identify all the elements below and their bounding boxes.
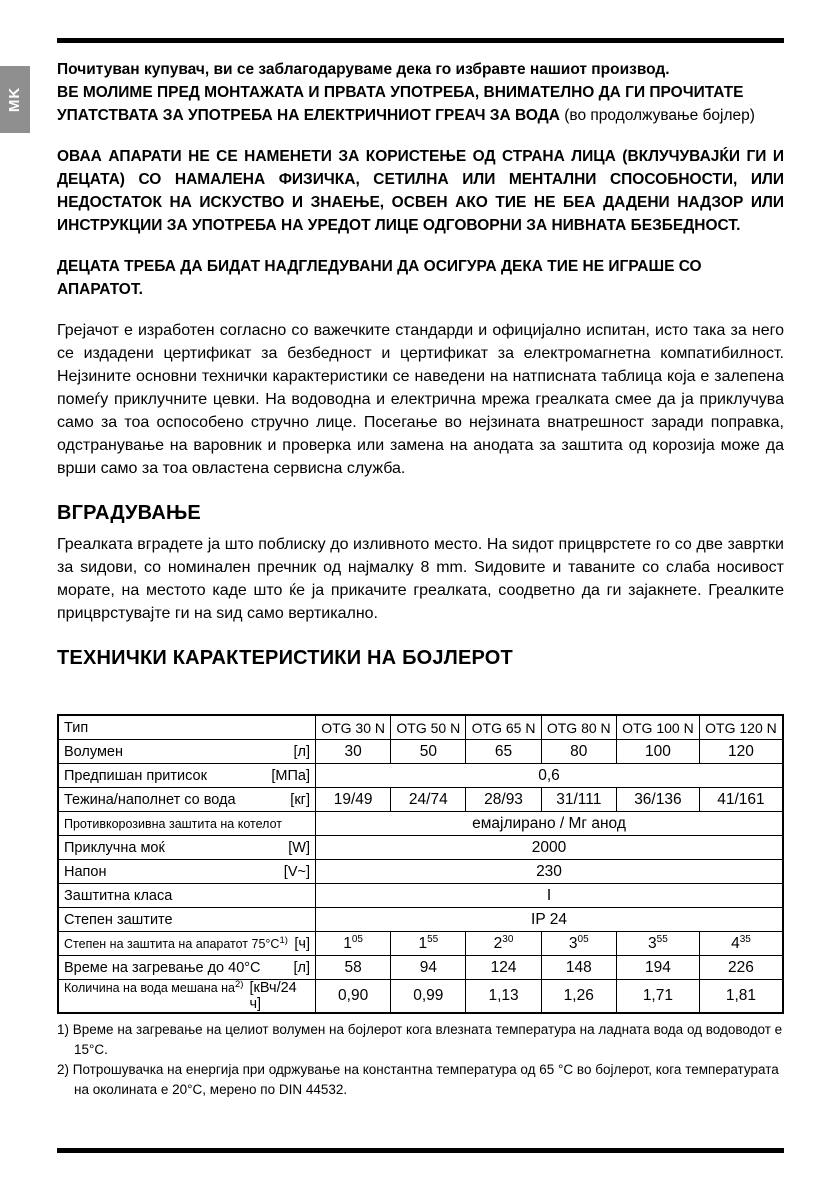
model-header-cell: OTG 120 N <box>699 715 783 740</box>
row-label: Тежина/наполнет со вода <box>64 791 236 808</box>
row-label: Волумен <box>64 743 124 760</box>
row-label: Степен на заштита на апаратот $75^\circ C^{1)}$ <box>64 934 288 951</box>
row-unit: [ч] <box>294 935 310 952</box>
row-label-cell <box>58 812 316 836</box>
row-value-cell: 19/49 <box>316 788 391 812</box>
language-tab-label: MK <box>6 86 24 113</box>
installation-paragraph: Греалката вградете ја што поблиску до изливното место. На ѕидот прицврстете го со две завртки за ѕидови, со номинален пречник од најмалку 8 mm. Ѕидовите и таваните со слаба носивост морате, на местото каде што ќе ја прикачите греалката, соодветно да ги зајакнете. Греалките прицврстувајте ги на ѕид само вертикално. <box>57 536 784 622</box>
table-row <box>58 980 783 1014</box>
row-label: Напон <box>64 863 107 880</box>
row-unit: [л] <box>293 743 310 760</box>
table-row <box>58 884 783 908</box>
intro-notice: ВЕ МОЛИМЕ ПРЕД МОНТАЖАТА И ПРВАТА УПОТРЕБА, ВНИМАТЕЛНО ДА ГИ ПРОЧИТАТЕ УПАТСТВАТА ЗА УПОТРЕБА НА ЕЛЕКТРИЧНИОТ ГРЕАЧ ЗА ВОДА <box>57 84 744 124</box>
row-label-cell <box>58 956 316 980</box>
table-row <box>58 812 783 836</box>
row-value-cell: $4^{35}$ <box>699 932 783 956</box>
row-label-cell <box>58 860 316 884</box>
warning-children: ДЕЦАТА ТРЕБА ДА БИДАТ НАДГЛЕДУВАНИ ДА ОСИГУРА ДЕКА ТИЕ НЕ ИГРАШЕ СО АПАРАТОТ. <box>57 258 702 298</box>
row-label-cell <box>58 788 316 812</box>
row-label: Време на загревање до 40°C <box>64 959 261 976</box>
footnote-2: 2) Потрошувачка на енергија при одржување на константна температура од 65 °C во бојлерот, кога температурата на околината е 20°C, мерено по DIN 44532. <box>57 1062 779 1097</box>
row-value-cell: 226 <box>699 956 783 980</box>
language-tab-mk <box>0 66 30 133</box>
bottom-rule <box>57 1148 784 1153</box>
row-label-cell <box>58 908 316 932</box>
table-row <box>58 764 783 788</box>
table-row <box>58 932 783 956</box>
model-header-cell: OTG 80 N <box>541 715 616 740</box>
row-value-cell: 65 <box>466 740 541 764</box>
intro-greeting: Почитуван купувач, ви се заблагодаруваме дека го избравте нашиот производ. <box>57 61 670 78</box>
spec-table-body <box>58 715 783 1013</box>
type-header-cell <box>58 715 316 740</box>
top-rule <box>57 38 784 43</box>
footnotes <box>57 1020 784 1100</box>
row-value-cell: $3^{05}$ <box>541 932 616 956</box>
row-value-cell: 1,26 <box>541 980 616 1014</box>
intro-notice-suffix: (во продолжување бојлер) <box>564 107 755 124</box>
warning-persons: ОВАА АПАРАТИ НЕ СЕ НАМЕНЕТИ ЗА КОРИСТЕЊЕ ОД СТРАНА ЛИЦА (ВКЛУЧУВАЈЌИ ГИ И ДЕЦАТА) СО НАМАЛЕНА ФИЗИЧКА, СЕТИЛНА ИЛИ МЕНТАЛНИ СПОСОБНОСТИ, ИЛИ НЕДОСТАТОК НА ИСКУСТВО И ЗНАЕЊЕ, ОСВЕН АКО ТИЕ НЕ БЕА ДАДЕНИ НАДЗОР ИЛИ ИНСТРУКЦИИ ЗА УПОТРЕБА НА УРЕДОТ ЛИЦЕ ОДГОВОРНИ ЗА НИВНАТА БЕЗБЕДНОСТ. <box>57 148 784 234</box>
row-label-cell <box>58 932 316 956</box>
row-unit: [МПа] <box>271 767 310 784</box>
model-header-cell: OTG 30 N <box>316 715 391 740</box>
row-value-cell: 194 <box>616 956 699 980</box>
row-value-span: IP 24 <box>316 908 784 932</box>
table-row <box>58 860 783 884</box>
model-header-cell: OTG 50 N <box>391 715 466 740</box>
row-unit: [кг] <box>290 791 310 808</box>
spec-table-header-row <box>58 715 783 740</box>
table-row <box>58 788 783 812</box>
row-value-cell: 28/93 <box>466 788 541 812</box>
row-value-cell: 1,13 <box>466 980 541 1014</box>
row-value-cell: 0,99 <box>391 980 466 1014</box>
row-value-cell: 50 <box>391 740 466 764</box>
row-label: Противкорозивна заштита на котелот <box>64 816 282 831</box>
row-value-cell: 24/74 <box>391 788 466 812</box>
row-value-cell: 148 <box>541 956 616 980</box>
row-value-span: емајлирано / Мг анод <box>316 812 784 836</box>
specs-heading: ТЕХНИЧКИ КАРАКТЕРИСТИКИ НА БОЈЛЕРОТ <box>57 647 513 669</box>
row-value-cell: 1,71 <box>616 980 699 1014</box>
table-row <box>58 956 783 980</box>
description-paragraph: Грејачот е изработен согласно со важечките стандарди и официјално испитан, исто така за него се издадени цертификат за безбедност и цертификат за електромагнетна компатибилност. Нејзините основни технички карактеристики се наведени на натписната таблица која е залепена помеѓу приклучните цевки. На водоводна и електрична мрежа греалката смее да ја приклучува само за тоа оспособено стручно лице. Посегање во нејзината внатрешност заради поправка, одстранување на варовник и проверка или замена на анодата за заштита од корозија може да врши само за тоа овластена сервисна служба. <box>57 322 784 477</box>
type-header-label: Тип <box>64 719 89 736</box>
row-value-cell: 58 <box>316 956 391 980</box>
row-value-span: 0,6 <box>316 764 784 788</box>
row-value-cell: 0,90 <box>316 980 391 1014</box>
row-label-cell <box>58 764 316 788</box>
row-value-cell: $1^{05}$ <box>316 932 391 956</box>
row-value-cell: 120 <box>699 740 783 764</box>
footnote-1: 1) Време на загревање на целиот волумен на бојлерот кога влезната температура на ладната вода од водоводот е 15°C. <box>57 1022 783 1057</box>
row-unit: [V~] <box>283 863 310 880</box>
row-value-cell: 31/111 <box>541 788 616 812</box>
row-value-cell: $2^{30}$ <box>466 932 541 956</box>
row-value-span: 2000 <box>316 836 784 860</box>
row-label: Предпишан притисок <box>64 767 207 784</box>
row-label-cell <box>58 740 316 764</box>
row-label-cell <box>58 884 316 908</box>
row-label: Приклучна моќ <box>64 839 165 856</box>
intro-paragraph <box>57 58 784 127</box>
row-label-cell <box>58 836 316 860</box>
row-value-cell: 94 <box>391 956 466 980</box>
row-value-span: 230 <box>316 860 784 884</box>
model-header-cell: OTG 65 N <box>466 715 541 740</box>
page-content <box>57 58 784 1100</box>
row-label: Заштитна класа <box>64 887 173 904</box>
row-value-cell: 36/136 <box>616 788 699 812</box>
model-header-cell: OTG 100 N <box>616 715 699 740</box>
row-value-cell: 30 <box>316 740 391 764</box>
spec-table <box>57 714 784 1014</box>
row-value-span: I <box>316 884 784 908</box>
row-unit: [л] <box>293 959 310 976</box>
row-unit: [W] <box>288 839 310 856</box>
row-label: Степен заштите <box>64 911 173 928</box>
row-label-cell <box>58 980 316 1014</box>
row-value-cell: $3^{55}$ <box>616 932 699 956</box>
row-value-cell: 124 <box>466 956 541 980</box>
row-value-cell: 80 <box>541 740 616 764</box>
row-value-cell: 41/161 <box>699 788 783 812</box>
row-value-cell: 100 <box>616 740 699 764</box>
installation-heading: ВГРАДУВАЊЕ <box>57 502 201 524</box>
table-row <box>58 908 783 932</box>
row-label: Количина на вода мешана $на^{2)}$ <box>64 978 244 995</box>
row-unit: [кВч/24 ч] <box>249 980 297 1012</box>
row-value-cell: $1^{55}$ <box>391 932 466 956</box>
row-value-cell: 1,81 <box>699 980 783 1014</box>
table-row <box>58 740 783 764</box>
table-row <box>58 836 783 860</box>
